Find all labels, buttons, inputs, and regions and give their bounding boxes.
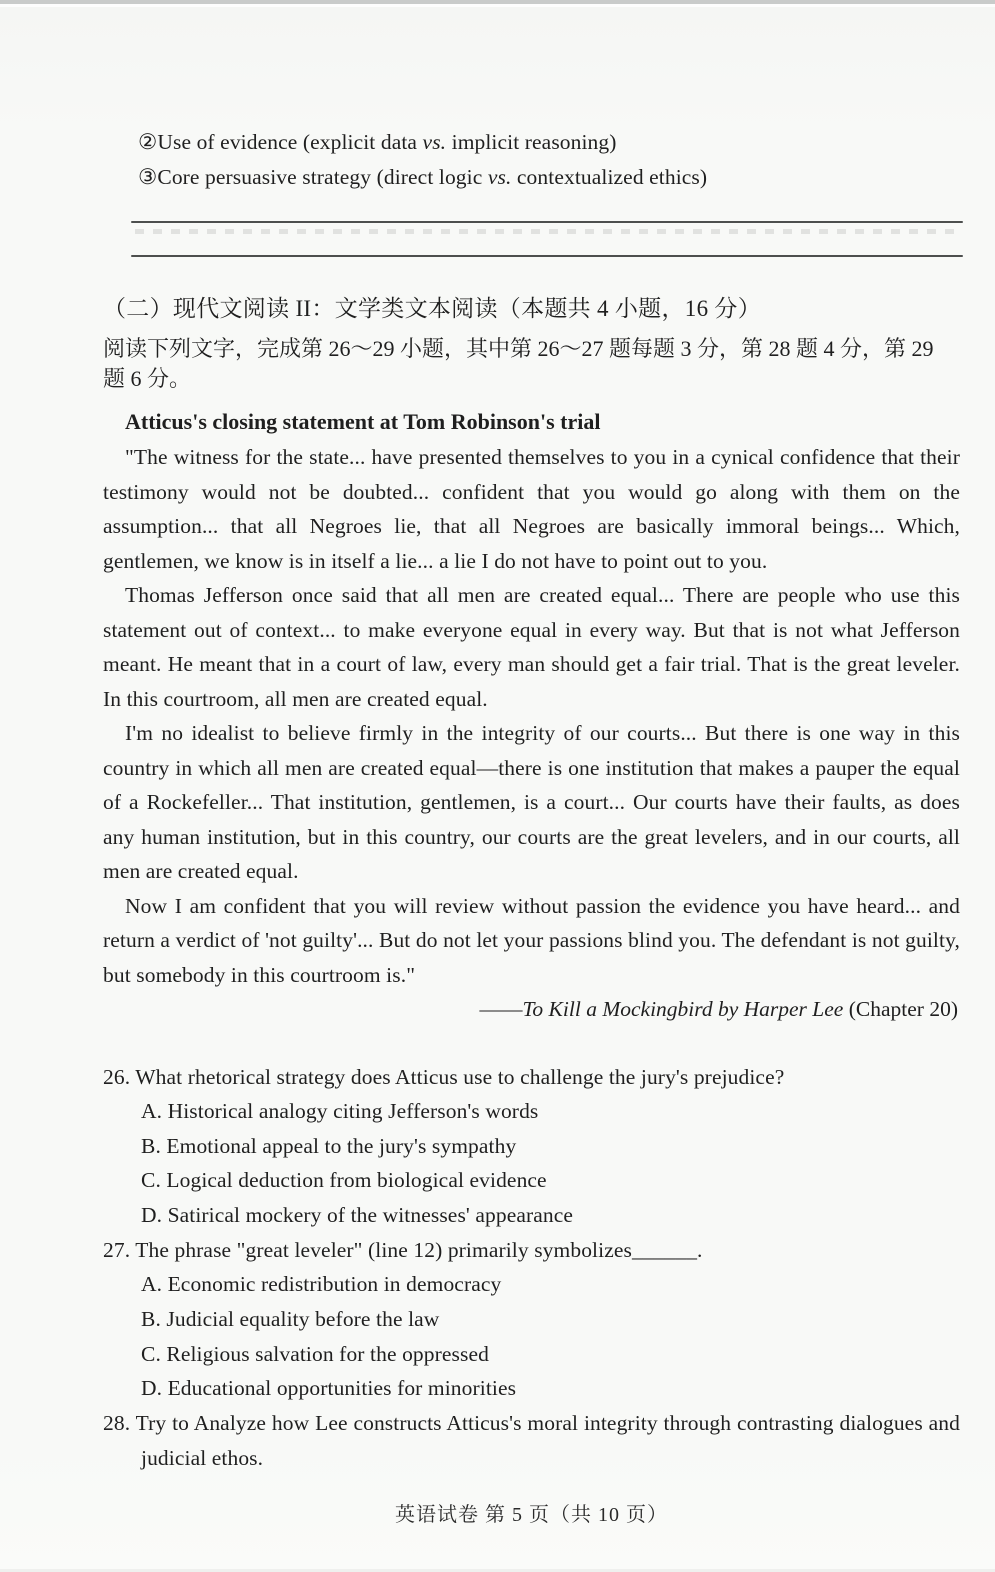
exam-page [0, 7, 995, 1569]
question-list [103, 1060, 960, 1476]
passage-paragraph: Now I am confident that you will review without passion the evidence you have heard... and return a verdict of 'not guilty'... But do not let your passions blind you. The defendant is not guilty, but somebody in this courtroom is." [103, 893, 960, 987]
option-c: C. Logical deduction from biological evidence [141, 1168, 547, 1193]
attribution-chapter: (Chapter 20) [843, 997, 958, 1021]
item-text: ③Core persuasive strategy (direct logic [138, 165, 488, 189]
item-vs-italic: vs. [422, 130, 447, 154]
question-number: 26. [103, 1064, 131, 1089]
question-26 [103, 1060, 960, 1233]
top-edge-bar [0, 0, 995, 7]
option-d: D. Educational opportunities for minorities [141, 1376, 517, 1401]
section-heading: （二）现代文阅读 II：文学类文本阅读（本题共 4 小题，16 分） [103, 296, 762, 321]
item-vs-italic: vs. [487, 165, 512, 189]
passage-paragraph: I'm no idealist to believe firmly in the integrity of our courts... But there is one way in this country in which all men are created equal—there is one institution that makes a pauper the equal of a Rockefeller... That institution, gentlemen, is a court... Our courts have their faults, as does any human institution, but in this country, our courts are the great levelers, and in our courts, all men are created equal. [103, 721, 960, 883]
option-d: D. Satirical mockery of the witnesses' appearance [141, 1203, 574, 1228]
passage-attribution [103, 992, 960, 1027]
item-text: ②Use of evidence (explicit data [138, 130, 423, 154]
comparison-point-list [103, 125, 960, 195]
passage-paragraph: "The witness for the state... have presented themselves to you in a cynical confidence that their testimony would not be doubted... confident that you would go along with them on the assumption... that all Negroes lie, that all Negroes are basically immoral beings... Which, gentlemen, we know is in itself a lie... a lie I do not have to point out to you. [103, 445, 960, 573]
question-text: What rhetorical strategy does Atticus use to challenge the jury's prejudice? [130, 1064, 785, 1089]
question-stem [103, 1406, 960, 1475]
list-item-persuasive-strategy [138, 160, 960, 195]
answer-blank-lines [131, 221, 963, 257]
list-item-use-of-evidence [138, 125, 960, 160]
question-stem [103, 1060, 960, 1095]
question-number: 27. [103, 1237, 131, 1262]
attribution-dash: —— [479, 997, 523, 1021]
passage-paragraph: Thomas Jefferson once said that all men are created equal... There are people who use this statement out of context... to make everyone equal in every way. But that is not what Jefferson meant. He meant that in a court of law, every man should get a fair trial. That is the great leveler. In this courtroom, all men are created equal. [103, 583, 960, 711]
question-text: Try to Analyze how Lee constructs Atticus's moral integrity through contrasting dialogues and judicial ethos. [130, 1411, 960, 1470]
scan-bleed-artifact [135, 229, 959, 234]
item-text: contextualized ethics) [511, 165, 708, 189]
option-b: B. Judicial equality before the law [141, 1307, 440, 1332]
option-a: A. Economic redistribution in democracy [141, 1272, 502, 1297]
option-a: A. Historical analogy citing Jefferson's words [141, 1099, 539, 1123]
attribution-book-title: To Kill a Mockingbird by Harper Lee [522, 997, 844, 1021]
question-28 [103, 1406, 960, 1475]
answer-line [131, 255, 963, 257]
section-instructions: 阅读下列文字，完成第 26～29 小题，其中第 26～27 题每题 3 分，第 28 题 4 分，第 29 题 6 分。 [103, 336, 934, 391]
answer-line [131, 221, 963, 223]
reading-passage [103, 440, 960, 1027]
option-b: B. Emotional appeal to the jury's sympathy [141, 1133, 517, 1158]
question-27 [103, 1233, 960, 1406]
item-text: implicit reasoning) [446, 130, 617, 154]
question-text: The phrase "great leveler" (line 12) primarily symbolizes______. [130, 1237, 703, 1262]
passage-title: Atticus's closing statement at Tom Robinson's trial [125, 409, 601, 434]
page-footer: 英语试卷 第 5 页（共 10 页） [395, 1504, 668, 1527]
option-c: C. Religious salvation for the oppressed [141, 1341, 489, 1366]
question-stem [103, 1233, 960, 1268]
question-number: 28. [103, 1411, 131, 1436]
